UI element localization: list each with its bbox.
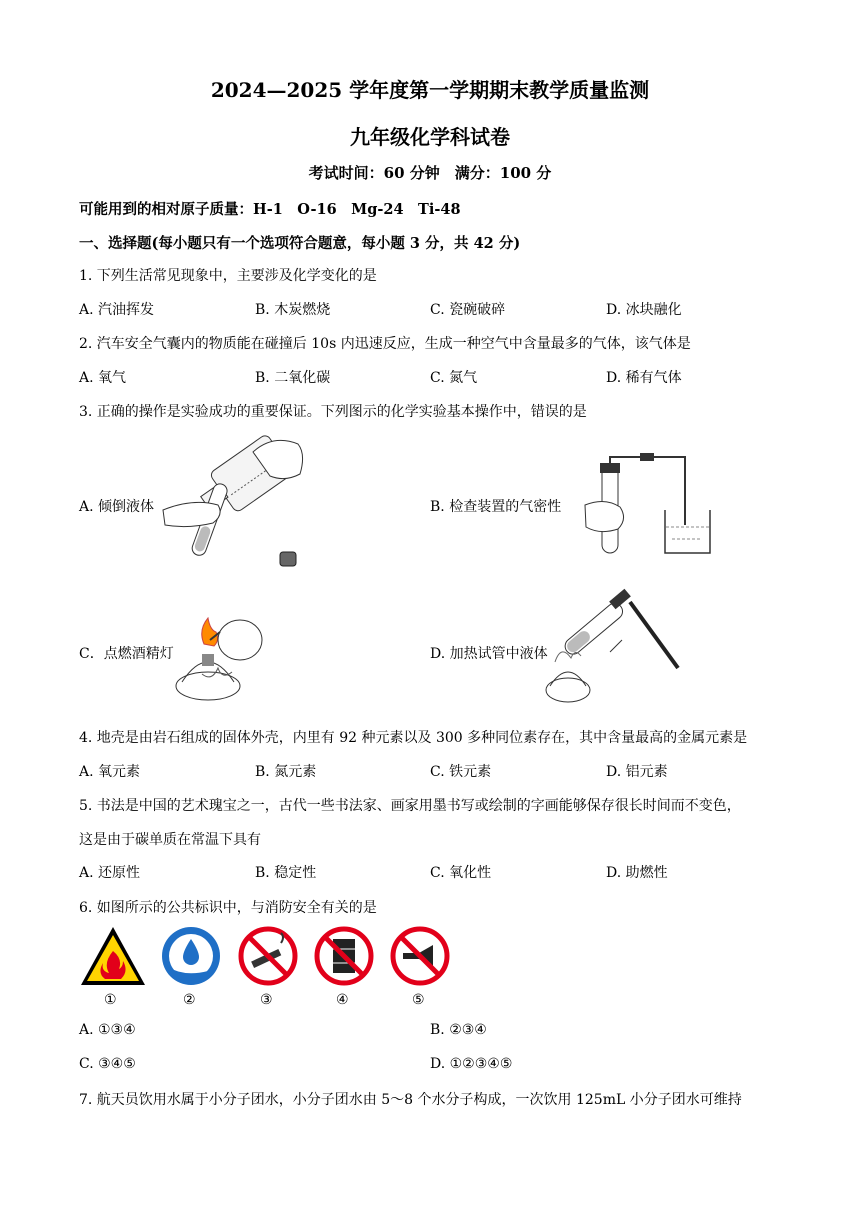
question-6-stem: 6. 如图所示的公共标识中，与消防安全有关的是 [79,900,377,916]
water-saving-sign-icon [160,925,222,987]
q1-option-b[interactable]: B. 木炭燃烧 [255,302,331,318]
q5-option-b[interactable]: B. 稳定性 [255,865,317,881]
q3-option-d[interactable]: D. 加热试管中液体 [430,646,548,662]
q5-option-c[interactable]: C. 氧化性 [430,865,492,881]
airtightness-figure [580,455,720,557]
heating-tube-figure [540,592,685,710]
section-heading: 一、选择题(每小题只有一个选项符合题意，每小题 3 分，共 42 分) [79,235,521,252]
sign-label-3: ③ [260,992,273,1008]
q1-option-a[interactable]: A. 汽油挥发 [79,302,155,318]
pouring-liquid-figure [158,432,308,574]
q6-option-d[interactable]: D. ①②③④⑤ [430,1056,513,1072]
question-4-stem: 4. 地壳是由岩石组成的固体外壳，内里有 92 种元素以及 300 多种同位素存在，其中含量最高的金属元素是 [79,730,748,746]
question-1-stem: 1. 下列生活常见现象中，主要涉及化学变化的是 [79,268,377,284]
q4-option-c[interactable]: C. 铁元素 [430,764,492,780]
question-5-stem: 5. 书法是中国的艺术瑰宝之一，古代一些书法家、画家用墨书写或绘制的字画能够保存很长时间而不变色， [79,798,741,814]
question-5-stem-cont: 这是由于碳单质在常温下具有 [79,832,261,848]
q2-option-c[interactable]: C. 氮气 [430,370,478,386]
question-2-stem: 2. 汽车安全气囊内的物质能在碰撞后 10s 内迅速反应，生成一种空气中含量最多的气体，该气体是 [79,336,691,352]
q3-option-b[interactable]: B. 检查装置的气密性 [430,499,562,515]
q3-option-c[interactable]: C．点燃酒精灯 [79,646,174,662]
q3-option-a[interactable]: A. 倾倒液体 [79,499,155,515]
no-flammable-materials-sign-icon [313,925,375,987]
q2-option-a[interactable]: A. 氧气 [79,370,127,386]
exam-info: 考试时间：60 分钟 满分：100 分 [308,164,552,182]
q5-option-a[interactable]: A. 还原性 [79,865,141,881]
sign-label-2: ② [183,992,196,1008]
q6-option-a[interactable]: A. ①③④ [79,1022,136,1038]
q5-option-d[interactable]: D. 助燃性 [606,865,668,881]
q6-option-b[interactable]: B. ②③④ [430,1022,487,1038]
alcohol-lamp-lighting-figure [172,604,272,704]
q6-option-c[interactable]: C. ③④⑤ [79,1056,136,1072]
atomic-mass-line: 可能用到的相对原子质量：H-1 O-16 Mg-24 Ti-48 [79,201,461,218]
exam-title: 2024—2025 学年度第一学期期末教学质量监测 [210,78,650,102]
sign-label-5: ⑤ [412,992,425,1008]
sign-label-1: ① [104,992,117,1008]
question-3-stem: 3. 正确的操作是实验成功的重要保证。下列图示的化学实验基本操作中，错误的是 [79,404,587,420]
sign-label-4: ④ [336,992,349,1008]
q2-option-d[interactable]: D. 稀有气体 [606,370,682,386]
q1-option-c[interactable]: C. 瓷碗破碎 [430,302,506,318]
question-7-stem: 7. 航天员饮用水属于小分子团水，小分子团水由 5～8 个水分子构成，一次饮用 125mL 小分子团水可维持 [79,1092,742,1108]
exam-subtitle: 九年级化学科试卷 [350,125,510,149]
q1-option-d[interactable]: D. 冰块融化 [606,302,682,318]
no-smoking-sign-icon [237,925,299,987]
flammable-warning-sign-icon [79,925,147,987]
q2-option-b[interactable]: B. 二氧化碳 [255,370,331,386]
q4-option-b[interactable]: B. 氮元素 [255,764,317,780]
no-honking-sign-icon [389,925,451,987]
q4-option-a[interactable]: A. 氧元素 [79,764,141,780]
q4-option-d[interactable]: D. 铝元素 [606,764,668,780]
